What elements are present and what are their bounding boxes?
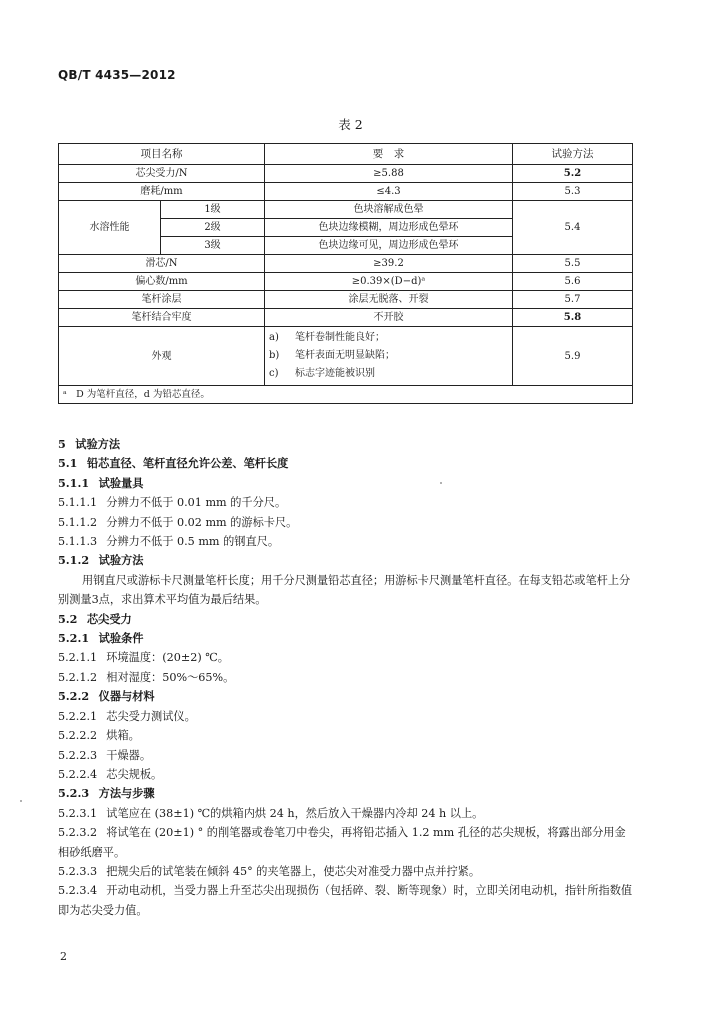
header-requirement: 要 求 (265, 144, 513, 165)
appearance-requirements (265, 327, 513, 386)
section-heading (58, 454, 634, 473)
clause-text: 环境温度：(20±2) ℃。 (106, 651, 229, 665)
clause-text: 烘箱。 (106, 729, 140, 743)
clause-text: 试笔应在 (38±1) ℃的烘箱内烘 24 h，然后放入干燥器内冷却 24 h 以上。 (106, 806, 484, 820)
water-level: 3级 (161, 237, 265, 255)
clause-line (58, 726, 634, 745)
row-requirement: ≤4.3 (265, 183, 513, 201)
row-requirement: 涂层无脱落、开裂 (265, 291, 513, 309)
clause-text: 铅芯直径、笔杆直径允许公差、笔杆长度 (86, 456, 289, 471)
row-method: 5.7 (513, 291, 633, 309)
standard-code-header: QB/T 4435—2012 (58, 68, 176, 82)
clause-number: 5.1.1.1 (58, 496, 98, 510)
clause-number: 5.2.1.1 (58, 651, 98, 665)
clause-text: 试验条件 (98, 631, 144, 646)
row-name: 笔杆涂层 (59, 291, 265, 309)
clause-line (58, 881, 634, 920)
table-row (59, 273, 633, 291)
paragraph: 用钢直尺或游标卡尺测量笔杆长度；用千分尺测量铅芯直径；用游标卡尺测量笔杆直径。在每支铅芯或笔杆上分别测量3点，求出算术平均值为最后结果。 (58, 573, 631, 607)
clause-text: 开动电动机，当受力器上升至芯尖出现损伤（包括碎、裂、断等现象）时，立即关闭电动机，指针所指数值即为芯尖受力值。 (58, 884, 633, 917)
water-solubility-name: 水溶性能 (59, 201, 161, 255)
clause-line (58, 804, 634, 823)
clause-number: 5.2.3 (58, 786, 90, 801)
table-row (59, 201, 633, 219)
row-name: 偏心数/mm (59, 273, 265, 291)
requirements-table (58, 143, 633, 404)
row-method: 5.2 (513, 165, 633, 183)
clause-text: 将试笔在 (20±1) ° 的削笔器或卷笔刀中卷尖，再将铅芯插入 1.2 mm 孔径的芯尖规板，将露出部分用金相砂纸磨平。 (58, 826, 626, 859)
clause-line (58, 765, 634, 784)
clause-text: 分辨力不低于 0.01 mm 的千分尺。 (106, 496, 287, 510)
appearance-item: c) 标志字迹能被识别 (269, 368, 375, 379)
clause-text: 分辨力不低于 0.02 mm 的游标卡尺。 (106, 515, 298, 529)
clause-line (58, 493, 634, 512)
header-item-name: 项目名称 (59, 144, 265, 165)
clause-number: 5.2.3.4 (58, 884, 98, 898)
row-requirement: 不开胶 (265, 309, 513, 327)
clause-number: 5.2.2.4 (58, 767, 98, 781)
clause-number: 5.1.1.2 (58, 515, 98, 529)
clause-text: 分辨力不低于 0.5 mm 的钢直尺。 (106, 535, 280, 549)
scan-artifact (20, 800, 22, 802)
clause-number: 5 (58, 437, 66, 451)
clause-number: 5.1.1 (58, 475, 90, 490)
header-test-method: 试验方法 (513, 144, 633, 165)
section-heading (58, 435, 634, 454)
clause-line (58, 513, 634, 532)
clause-number: 5.2.3.1 (58, 806, 98, 820)
clause-number: 5.1 (58, 456, 78, 471)
clause-line (58, 862, 634, 881)
appearance-item: b) 笔杆表面无明显缺陷； (269, 350, 395, 361)
water-level: 2级 (161, 219, 265, 237)
clause-number: 5.2.2.3 (58, 748, 98, 762)
water-level: 1级 (161, 201, 265, 219)
clause-line (58, 648, 634, 667)
clause-number: 5.1.1.3 (58, 535, 98, 549)
clause-number: 5.2 (58, 611, 78, 626)
section-heading (58, 629, 634, 648)
table-footnote: ᵃ D 为笔杆直径，d 为铅芯直径。 (59, 386, 633, 404)
section-heading (58, 687, 634, 706)
table-row (59, 255, 633, 273)
table-row (59, 291, 633, 309)
clause-number: 5.2.1 (58, 631, 90, 646)
body-content (58, 435, 634, 920)
row-requirement: ≥0.39×(D−d)ᵃ (265, 273, 513, 291)
row-method: 5.5 (513, 255, 633, 273)
water-level-requirement: 色块边缘可见，周边形成色晕环 (265, 237, 513, 255)
clause-text: 把规尖后的试笔装在倾斜 45° 的夹笔器上，使芯尖对准受力器中点并拧紧。 (106, 864, 481, 878)
clause-text: 干燥器。 (106, 748, 152, 762)
water-solubility-method: 5.4 (513, 201, 633, 255)
clause-line (58, 532, 634, 551)
appearance-method: 5.9 (513, 327, 633, 386)
table-footnote-row (59, 386, 633, 404)
table-row (59, 309, 633, 327)
table-caption: 表 2 (338, 117, 363, 132)
water-level-requirement: 色块边缘模糊，周边形成色晕环 (265, 219, 513, 237)
row-name: 滑芯/N (59, 255, 265, 273)
section-heading (58, 784, 634, 803)
row-name: 磨耗/mm (59, 183, 265, 201)
appearance-item: a) 笔杆卷制性能良好； (269, 332, 385, 343)
water-level-requirement: 色块溶解成色晕 (265, 201, 513, 219)
clause-text: 芯尖受力测试仪。 (106, 709, 196, 723)
clause-number: 5.2.2 (58, 689, 90, 704)
clause-text: 试验量具 (98, 475, 144, 490)
table-row (59, 165, 633, 183)
clause-text: 芯尖规板。 (106, 767, 163, 781)
clause-text: 仪器与材料 (98, 689, 155, 704)
clause-number: 5.1.2 (58, 553, 90, 568)
page-number: 2 (60, 950, 67, 963)
clause-line (58, 823, 634, 862)
row-requirement: ≥39.2 (265, 255, 513, 273)
row-requirement: ≥5.88 (265, 165, 513, 183)
row-method: 5.8 (513, 309, 633, 327)
section-heading (58, 474, 634, 493)
clause-text: 方法与步骤 (98, 786, 155, 801)
table-header-row (59, 144, 633, 165)
clause-number: 5.2.1.2 (58, 670, 98, 684)
clause-number: 5.2.2.1 (58, 709, 98, 723)
clause-text: 相对湿度：50%～65%。 (106, 670, 235, 684)
row-name: 芯尖受力/N (59, 165, 265, 183)
clause-line (58, 707, 634, 726)
row-method: 5.3 (513, 183, 633, 201)
scan-artifact (440, 482, 442, 484)
row-name: 笔杆结合牢度 (59, 309, 265, 327)
clause-number: 5.2.2.2 (58, 729, 98, 743)
section-heading (58, 610, 634, 629)
table-row (59, 183, 633, 201)
clause-number: 5.2.3.3 (58, 864, 98, 878)
clause-text: 试验方法 (98, 553, 144, 568)
appearance-name: 外观 (59, 327, 265, 386)
clause-line (58, 668, 634, 687)
clause-text: 试验方法 (75, 437, 121, 451)
row-method: 5.6 (513, 273, 633, 291)
clause-line (58, 746, 634, 765)
table-row-appearance (59, 327, 633, 386)
section-heading (58, 551, 634, 570)
clause-text: 芯尖受力 (86, 611, 132, 626)
clause-number: 5.2.3.2 (58, 826, 98, 840)
